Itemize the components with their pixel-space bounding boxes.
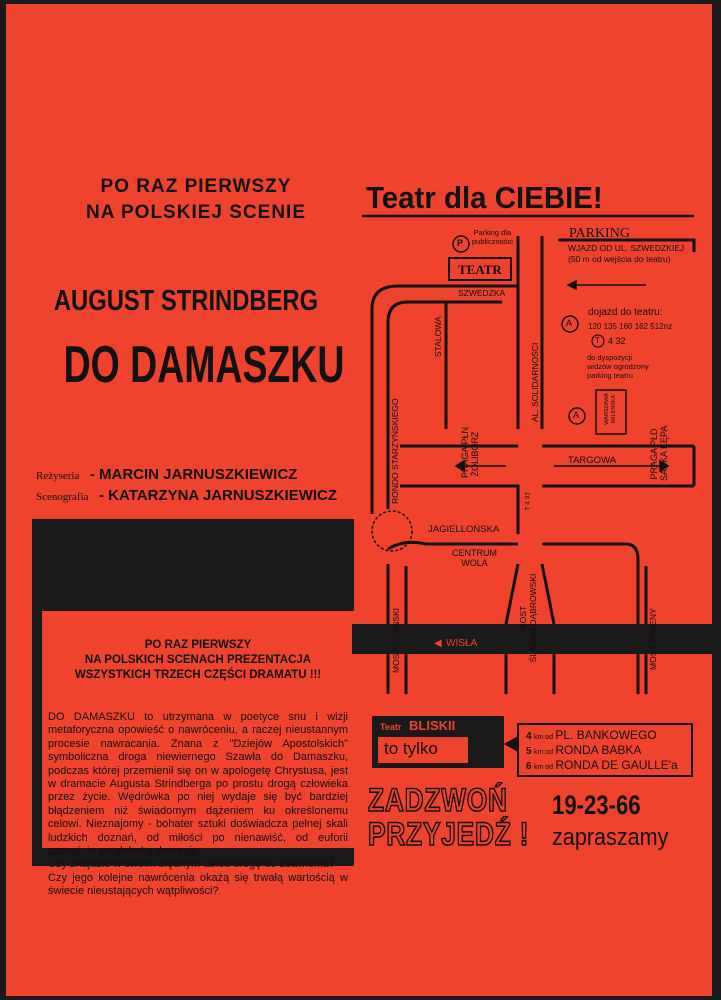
play-title: DO DAMASZKU (63, 336, 345, 394)
district-praga-north (460, 426, 480, 478)
map-station (604, 388, 618, 430)
map-bus-lines: 120 135 160 162 512nz (588, 322, 673, 331)
map-label-line: parking teatru (587, 371, 633, 380)
distance-row (526, 728, 657, 742)
promo-teatr: Teatr (380, 722, 402, 732)
distance-place: RONDA DE GAULLE'a (555, 758, 678, 772)
map-teatr-label: TEATR (458, 262, 502, 277)
street-targowa: TARGOWA (568, 455, 617, 466)
river-wisla-arrow-icon: ◀ (434, 638, 442, 649)
bridge-gdanski: MOST GDAŃSKI (391, 607, 401, 673)
distance-km: 5 (526, 746, 532, 757)
map-label-line: WOLA (461, 558, 488, 568)
map-label-line: publiczności (472, 237, 513, 246)
promo-bliskii: BLISKII (409, 718, 456, 733)
author-name: AUGUST STRINDBERG (53, 285, 319, 317)
tram-mark: T 4 32 (524, 492, 532, 511)
invite-text: zapraszamy (552, 824, 669, 851)
map-label-line: ŻOLIBORZ (470, 431, 480, 477)
headline-line-1: PO RAZ PIERWSZY (100, 176, 292, 197)
distance-unit: km od (533, 749, 553, 756)
street-szwedzka: SZWEDZKA (458, 288, 506, 298)
description-paragraph: Czy znajdzie w swoim błędnym tańcu drogę do zbawienia? (48, 858, 335, 871)
distance-row (526, 758, 678, 772)
street-stalowa: STALOWA (433, 316, 443, 357)
distance-place: RONDA BABKA (555, 743, 642, 757)
map-label-line: SASKA KĘPA (659, 425, 669, 481)
call-zadzwon: ZADZWOŃ (368, 782, 508, 818)
street-starzynskiego: RONDO STARZYŃSKIEGO (390, 398, 400, 504)
map-label-line: WARSZAWA (604, 393, 610, 425)
credit-role: Scenografia (36, 491, 89, 503)
bus-icon: A (573, 410, 580, 420)
panel-heading-line-3: WSZYSTKICH TRZECH CZĘŚCI DRAMATU !!! (74, 669, 322, 681)
district-praga-south (649, 427, 669, 481)
tram-icon: T (595, 336, 600, 345)
phone-number: 19-23-66 (552, 790, 641, 820)
map-directions-title: dojazd do teatru: (588, 307, 663, 318)
map-label-line: PRAGA PŁD (649, 428, 659, 480)
map-label-line: WILEŃSKA (611, 394, 617, 424)
map-label-line: do dyspozycji (587, 353, 633, 362)
river-wisla: WISŁA (446, 638, 478, 649)
panel-heading-line-2: NA POLSKICH SCENACH PREZENTACJA (84, 654, 312, 666)
map-label-line: Parking dla (473, 228, 512, 237)
bus-icon: A (566, 318, 573, 328)
credit-name: - MARCIN JARNUSZKIEWICZ (89, 466, 298, 483)
map-label-line: CENTRUM (452, 548, 497, 558)
direction-centrum (452, 548, 497, 568)
bridge-syreny: MOST SYRENY (648, 608, 658, 670)
distance-row (526, 743, 641, 757)
credit-name: - KATARZYNA JARNUSZKIEWICZ (98, 487, 338, 504)
distance-unit: km od (533, 764, 553, 771)
bridge-slasko (518, 570, 538, 666)
distance-place: PL. BANKOWEGO (555, 728, 657, 742)
map-label-line: MOST (518, 605, 528, 631)
map-parking-title: PARKING (569, 226, 630, 241)
distance-km: 6 (526, 761, 532, 772)
description-paragraph: Czy jego kolejne nawrócenia okażą się trwałą wartością w świecie nieustających wątpliwości? (48, 871, 348, 898)
map-label-line: widzów ogrodzony (587, 362, 649, 371)
distance-unit: km od (533, 734, 553, 741)
map-garden-parking (587, 353, 649, 380)
credit-role: Reżyseria (36, 470, 80, 482)
map-label-line: PRAGA PŁN (460, 426, 470, 478)
description-paragraph: DO DAMASZKU to utrzymana w poetyce snu i wizji metaforyczna opowieść o nawróceniu, a raczej nieustannym procesie nawracania. Znana z "Dziejów Apostolskich" symboliczna droga niewiernego Szawła do Damaszku, podczas której przemienił się on w apologetę Chrystusa, jest w dramacie Augusta Strindberga po prostu drogą człowieka przez życie. Wędrówka po niej wydaje się być bardziej błądzeniem niż świadomym dążeniem ku określonemu celowi. Nieznajomy - bohater sztuki doświadcza pełnej skali ludzkich doznań, od miłości po nienawiść, od euforii szczęścia po głęboką depresję. (48, 711, 348, 858)
parking-icon: P (457, 238, 464, 248)
map-label-line: (50 m od wejścia do teatru) (568, 254, 671, 264)
poster (6, 4, 712, 996)
map-label-line: WJAZD OD UL. SZWEDZKIEJ (568, 243, 685, 253)
promo-to-tylko: to tylko (384, 739, 438, 758)
call-przyjedz: PRZYJEDŹ ! (368, 816, 530, 852)
distance-km: 4 (526, 731, 532, 742)
map-label-line: ŚLĄSKO-DĄBROWSKI (528, 573, 538, 663)
theatre-slogan: Teatr dla CIEBIE! (366, 180, 603, 215)
map-tram-lines: 4 32 (608, 336, 626, 346)
map-parking-entry (568, 243, 684, 265)
street-jagiellonska: JAGIELLOŃSKA (428, 524, 500, 535)
panel-heading-line-1: PO RAZ PIERWSZY (144, 639, 252, 651)
street-solidarnosci: AL. SOLIDARNOŚCI (530, 342, 540, 422)
headline-line-2: NA POLSKIEJ SCENIE (85, 202, 306, 223)
map-parking-public (472, 228, 513, 246)
